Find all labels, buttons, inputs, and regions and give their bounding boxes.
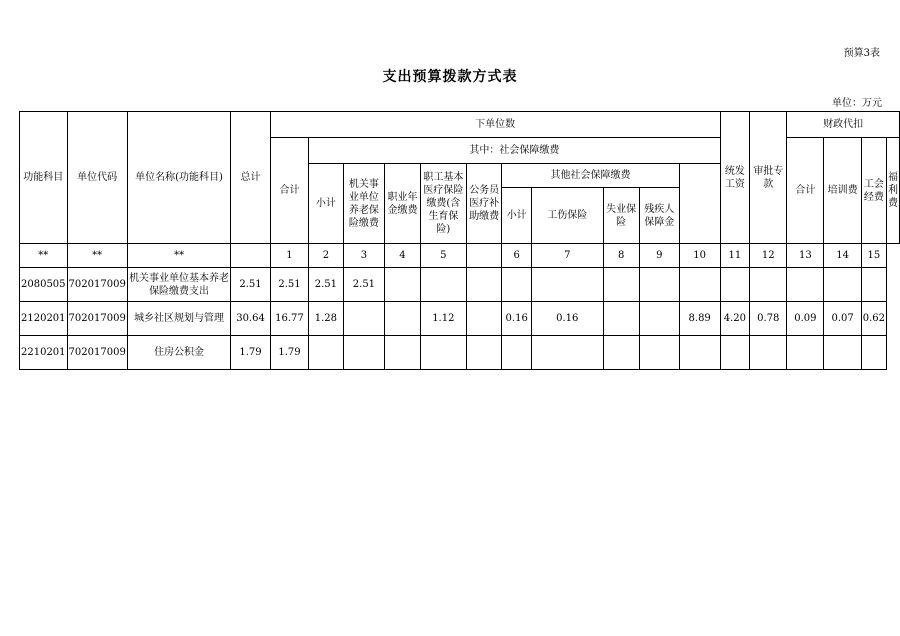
value-cell bbox=[824, 268, 861, 302]
unit-code-cell: 702017009 bbox=[67, 268, 127, 302]
value-cell bbox=[420, 336, 466, 370]
header-fiscal-deduct: 财政代扣 bbox=[787, 112, 900, 138]
index-cell: 15 bbox=[861, 244, 886, 268]
total-cell: 2.51 bbox=[231, 268, 270, 302]
header-other-subtotal: 小计 bbox=[502, 188, 532, 244]
value-cell: 8.89 bbox=[679, 302, 720, 336]
index-row bbox=[20, 244, 900, 268]
index-cell: 8 bbox=[603, 244, 639, 268]
header-lower-unit: 下单位数 bbox=[270, 112, 720, 138]
value-cell bbox=[787, 336, 824, 370]
value-cell bbox=[861, 268, 886, 302]
header-training: 培训费 bbox=[824, 138, 861, 244]
index-cell: 12 bbox=[750, 244, 787, 268]
index-cell: ** bbox=[20, 244, 68, 268]
index-cell: 2 bbox=[309, 244, 343, 268]
header-social-security: 其中：社会保障缴费 bbox=[309, 138, 720, 164]
value-cell bbox=[603, 336, 639, 370]
value-cell: 2.51 bbox=[309, 268, 343, 302]
budget-table bbox=[19, 111, 900, 370]
unit-label: 单位：万元 bbox=[832, 98, 882, 109]
header-unemployment: 失业保险 bbox=[603, 188, 639, 244]
value-cell bbox=[420, 268, 466, 302]
header-disabled: 残疾人保障金 bbox=[639, 188, 679, 244]
header-func-subject: 功能科目 bbox=[20, 112, 68, 244]
unit-name-cell: 住房公积金 bbox=[127, 336, 231, 370]
value-cell bbox=[385, 336, 420, 370]
value-cell bbox=[467, 336, 502, 370]
header-ss-subtotal: 小计 bbox=[309, 164, 343, 244]
value-cell: 2.51 bbox=[270, 268, 308, 302]
index-cell bbox=[231, 244, 270, 268]
value-cell bbox=[679, 268, 720, 302]
value-cell bbox=[467, 302, 502, 336]
value-cell bbox=[532, 268, 604, 302]
unit-name-cell: 城乡社区规划与管理 bbox=[127, 302, 231, 336]
header-approved-funds: 审批专款 bbox=[750, 112, 787, 244]
value-cell: 0.16 bbox=[502, 302, 532, 336]
index-cell: ** bbox=[67, 244, 127, 268]
value-cell: 4.20 bbox=[720, 302, 750, 336]
table-row bbox=[20, 268, 900, 302]
total-cell: 30.64 bbox=[231, 302, 270, 336]
header-total: 总计 bbox=[231, 112, 270, 244]
value-cell bbox=[824, 336, 861, 370]
value-cell bbox=[639, 302, 679, 336]
form-number: 预算3表 bbox=[843, 48, 880, 59]
index-cell: 7 bbox=[532, 244, 604, 268]
header-medical: 职工基本医疗保险缴费(含生育保险) bbox=[420, 164, 466, 244]
value-cell: 0.09 bbox=[787, 302, 824, 336]
func-code-cell: 2120201 bbox=[20, 302, 68, 336]
value-cell: 1.12 bbox=[420, 302, 466, 336]
value-cell: 0.62 bbox=[861, 302, 886, 336]
header-other-ss: 其他社会保障缴费 bbox=[502, 164, 679, 188]
index-cell bbox=[467, 244, 502, 268]
value-cell bbox=[603, 268, 639, 302]
index-cell: 14 bbox=[824, 244, 861, 268]
header-injury: 工伤保险 bbox=[532, 188, 604, 244]
value-cell bbox=[639, 336, 679, 370]
index-cell: 6 bbox=[502, 244, 532, 268]
index-cell: 10 bbox=[679, 244, 720, 268]
value-cell: 0.78 bbox=[750, 302, 787, 336]
header-pension: 机关事业单位养老保险缴费 bbox=[343, 164, 385, 244]
func-code-cell: 2080505 bbox=[20, 268, 68, 302]
header-civil-medical: 公务员医疗补助缴费 bbox=[467, 164, 502, 244]
value-cell bbox=[385, 302, 420, 336]
value-cell: 0.07 bbox=[824, 302, 861, 336]
unit-code-cell: 702017009 bbox=[67, 302, 127, 336]
value-cell bbox=[502, 336, 532, 370]
index-cell: 9 bbox=[639, 244, 679, 268]
header-subtotal-all: 合计 bbox=[270, 138, 308, 244]
index-cell: 5 bbox=[420, 244, 466, 268]
value-cell: 1.28 bbox=[309, 302, 343, 336]
func-code-cell: 2210201 bbox=[20, 336, 68, 370]
header-uniform-salary: 统发工资 bbox=[720, 112, 750, 244]
header-unit-code: 单位代码 bbox=[67, 112, 127, 244]
value-cell bbox=[343, 336, 385, 370]
value-cell: 2.51 bbox=[343, 268, 385, 302]
value-cell bbox=[750, 336, 787, 370]
value-cell: 16.77 bbox=[270, 302, 308, 336]
total-cell: 1.79 bbox=[231, 336, 270, 370]
value-cell: 0.16 bbox=[532, 302, 604, 336]
index-cell: 13 bbox=[787, 244, 824, 268]
unit-code-cell: 702017009 bbox=[67, 336, 127, 370]
index-cell: 1 bbox=[270, 244, 308, 268]
unit-name-cell: 机关事业单位基本养老保险缴费支出 bbox=[127, 268, 231, 302]
header-union-fee: 工会经费 bbox=[861, 138, 886, 244]
header-fd-total: 合计 bbox=[787, 138, 824, 244]
header-annuity: 职业年金缴费 bbox=[385, 164, 420, 244]
index-cell: 11 bbox=[720, 244, 750, 268]
value-cell bbox=[532, 336, 604, 370]
header-unit-name: 单位名称(功能科目) bbox=[127, 112, 231, 244]
value-cell bbox=[639, 268, 679, 302]
value-cell bbox=[861, 336, 886, 370]
index-cell: 4 bbox=[385, 244, 420, 268]
value-cell: 1.79 bbox=[270, 336, 308, 370]
table-row bbox=[20, 336, 900, 370]
index-cell: ** bbox=[127, 244, 231, 268]
index-cell: 3 bbox=[343, 244, 385, 268]
value-cell bbox=[343, 302, 385, 336]
value-cell bbox=[309, 336, 343, 370]
value-cell bbox=[787, 268, 824, 302]
value-cell bbox=[679, 336, 720, 370]
table-row bbox=[20, 302, 900, 336]
value-cell bbox=[502, 268, 532, 302]
value-cell bbox=[720, 268, 750, 302]
header-welfare: 福利费 bbox=[887, 138, 900, 244]
value-cell bbox=[385, 268, 420, 302]
value-cell bbox=[467, 268, 502, 302]
value-cell bbox=[603, 302, 639, 336]
value-cell bbox=[720, 336, 750, 370]
page-title: 支出预算拨款方式表 bbox=[382, 69, 518, 85]
value-cell bbox=[750, 268, 787, 302]
